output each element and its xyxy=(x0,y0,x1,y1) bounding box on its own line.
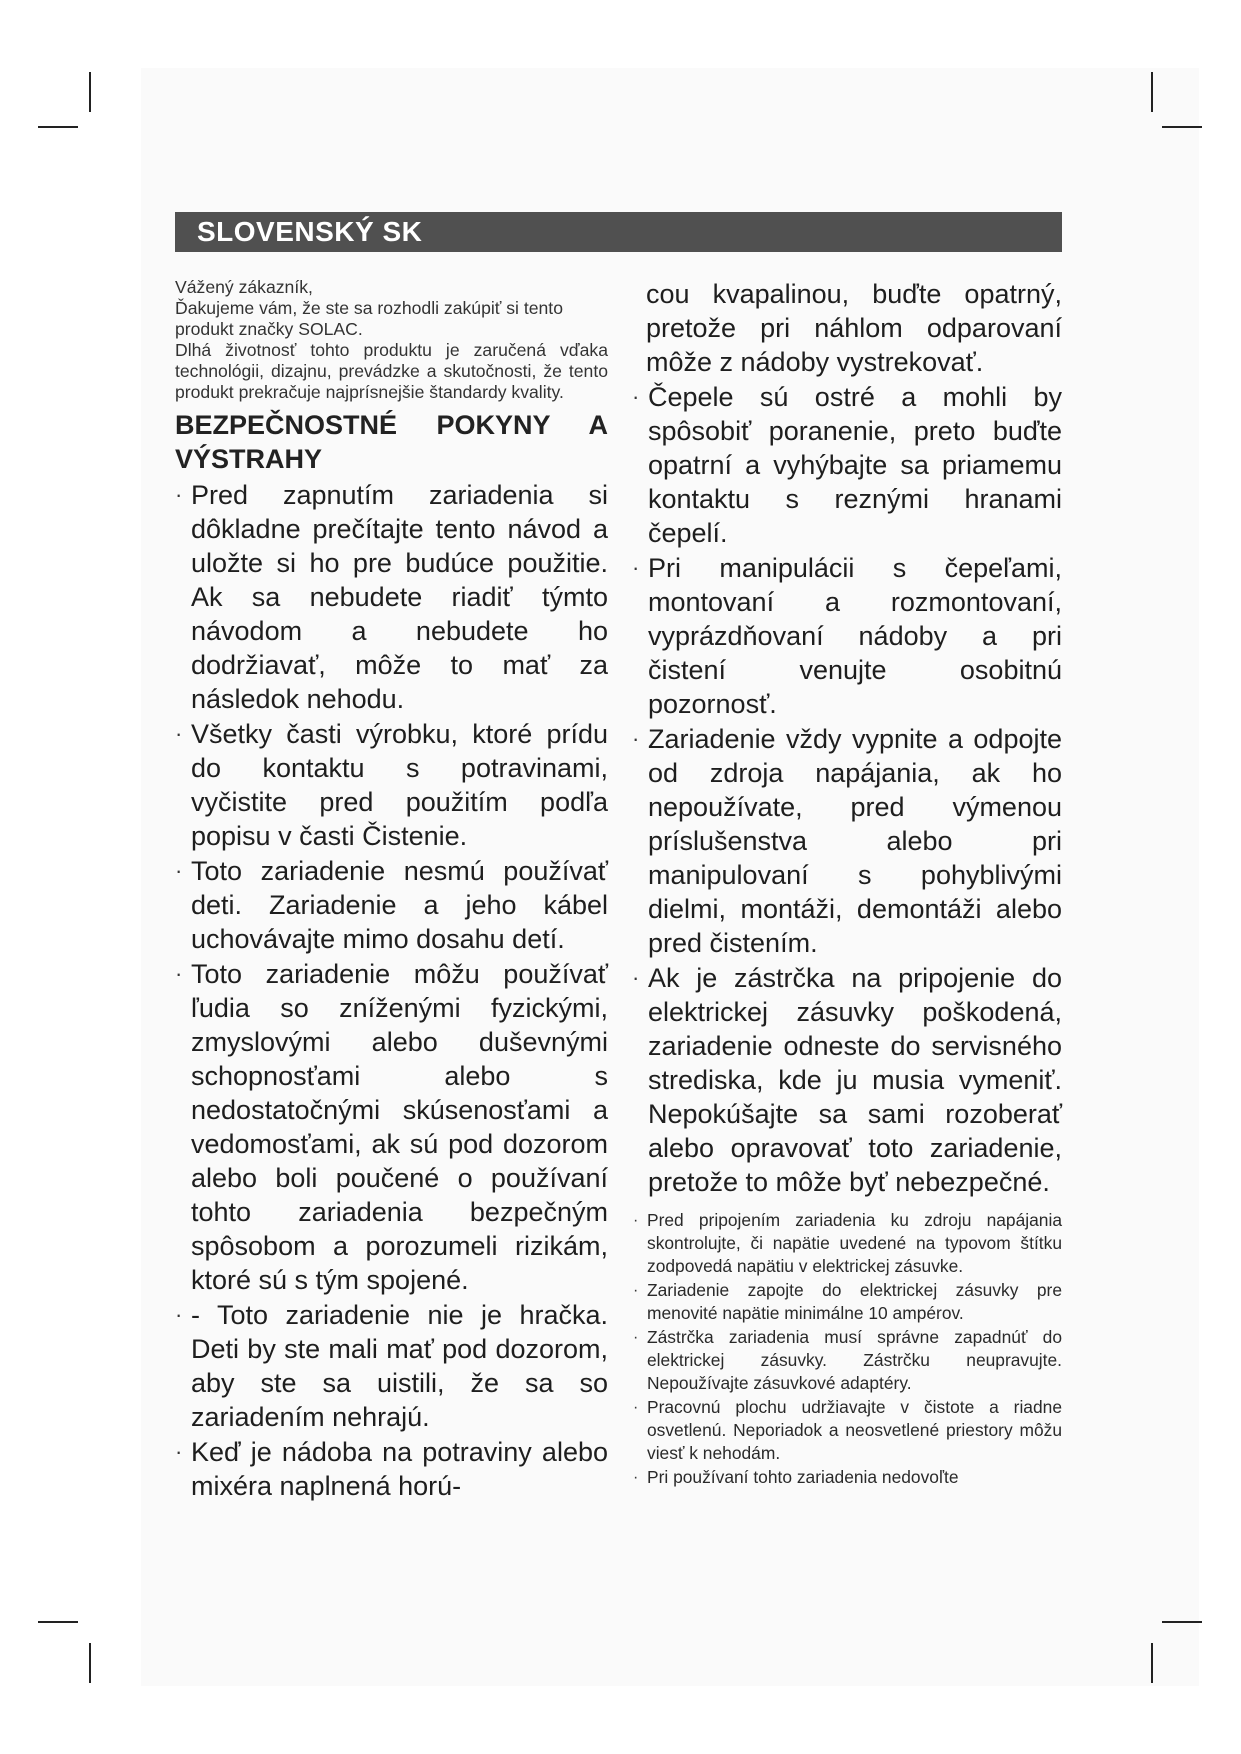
crop-mark xyxy=(89,72,91,112)
intro-thanks: Ďakujeme vám, že ste sa rozhodli zakúpiť si tento produkt značky SOLAC. xyxy=(175,298,563,339)
language-header xyxy=(175,212,1062,252)
intro-greeting: Vážený zákazník, xyxy=(175,277,313,297)
safety-small-bullet: · Zariadenie zapojte do elektrickej zásuvky pre menovité napätie minimálne 10 ampérov. xyxy=(632,1279,1062,1325)
intro-text xyxy=(175,277,608,403)
crop-mark xyxy=(1151,1643,1153,1683)
crop-mark xyxy=(1162,1621,1202,1623)
safety-bullet: · Ak je zástrčka na pripojenie do elektrickej zásuvky poškodená, zariadenie odneste do servisného strediska, kde ju musia vymeniť. Nepokúšajte sa sami rozoberať alebo opravovať toto zariadenie, pretože to môže byť nebezpečné. xyxy=(632,961,1062,1199)
language-title: SLOVENSKÝ SK xyxy=(197,216,423,247)
safety-small-bullet: · Pri používaní tohto zariadenia nedovoľte xyxy=(632,1466,1062,1489)
crop-mark xyxy=(89,1643,91,1683)
section-title: BEZPEČNOSTNÉ POKYNY A VÝSTRAHY xyxy=(175,410,608,474)
safety-bullet: · Toto zariadenie môžu používať ľudia so zníženými fyzickými, zmyslovými alebo duševnými schopnosťami alebo s nedostatočnými skúsenosťami a vedomosťami, ak sú pod dozorom alebo boli poučené o používaní tohto zariadenia bezpečným spôsobom a porozumeli rizikám, ktoré sú s tým spojené. xyxy=(175,957,608,1297)
crop-mark xyxy=(38,126,78,128)
safety-small-bullet: · Zástrčka zariadenia musí správne zapadnúť do elektrickej zásuvky. Zástrčku neupravujte. Nepoužívajte zásuvkové adaptéry. xyxy=(632,1326,1062,1395)
safety-bullet: · Všetky časti výrobku, ktoré prídu do kontaktu s potravinami, vyčistite pred použitím podľa popisu v časti Čistenie. xyxy=(175,717,608,853)
crop-mark xyxy=(1162,126,1202,128)
safety-bullet: · Keď je nádoba na potraviny alebo mixéra naplnená horú- xyxy=(175,1435,608,1503)
safety-bullet-continued: cou kvapalinou, buďte opatrný, pretože pri náhlom odparovaní môže z nádoby vystrekovať. xyxy=(646,279,1062,377)
crop-mark xyxy=(1151,72,1153,112)
safety-bullet: · Toto zariadenie nesmú používať deti. Zariadenie a jeho kábel uchovávajte mimo dosahu detí. xyxy=(175,854,608,956)
right-column xyxy=(632,277,1062,1490)
safety-small-bullet: · Pracovnú plochu udržiavajte v čistote a riadne osvetlenú. Neporiadok a neosvetlené priestory môžu viesť k nehodám. xyxy=(632,1396,1062,1465)
safety-bullet: · Čepele sú ostré a mohli by spôsobiť poranenie, preto buďte opatrní a vyhýbajte sa priamemu kontaktu s reznými hranami čepelí. xyxy=(632,380,1062,550)
safety-bullet: · Pred zapnutím zariadenia si dôkladne prečítajte tento návod a uložte si ho pre budúce použitie. Ak sa nebudete riadiť týmto návodom a nebudete ho dodržiavať, môže to mať za následok nehodu. xyxy=(175,478,608,716)
intro-quality: Dlhá životnosť tohto produktu je zaručená vďaka technológii, dizajnu, prevádzke a skutočnosti, že tento produkt prekračuje najprísnejšie štandardy kvality. xyxy=(175,340,608,402)
safety-bullet: · - Toto zariadenie nie je hračka. Deti by ste mali mať pod dozorom, aby ste sa uistili, že sa so zariadením nehrajú. xyxy=(175,1298,608,1434)
left-column xyxy=(175,277,608,1504)
crop-mark xyxy=(38,1621,78,1623)
safety-bullet: · Zariadenie vždy vypnite a odpojte od zdroja napájania, ak ho nepoužívate, pred výmenou príslušenstva alebo pri manipulovaní s pohyblivými dielmi, montáži, demontáži alebo pred čistením. xyxy=(632,722,1062,960)
safety-small-bullet: · Pred pripojením zariadenia ku zdroju napájania skontrolujte, či napätie uvedené na typovom štítku zodpovedá napätiu v elektrickej zásuvke. xyxy=(632,1209,1062,1278)
safety-bullet: · Pri manipulácii s čepeľami, montovaní a rozmontovaní, vyprázdňovaní nádoby a pri čistení venujte osobitnú pozornosť. xyxy=(632,551,1062,721)
